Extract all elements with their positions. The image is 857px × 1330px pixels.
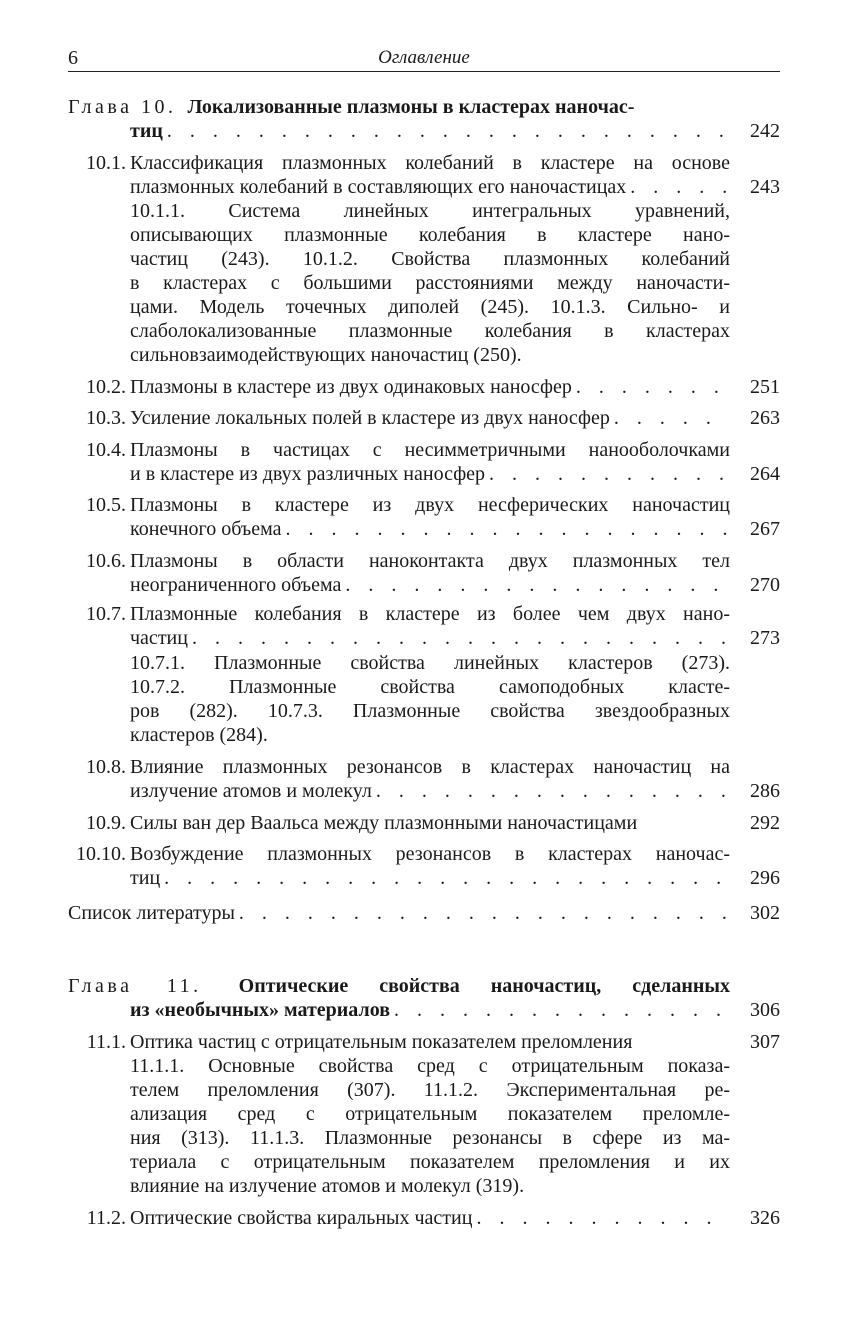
- toc-line[interactable]: [130, 779, 730, 803]
- toc-line[interactable]: Плазмонные колебания в кластере из более чем двух нано-: [130, 603, 730, 625]
- toc-line: описывающих плазмонные колебания в кластере нано-: [130, 224, 730, 246]
- toc-line: 10.7.1. Плазмонные свойства линейных кластеров (273).: [130, 652, 730, 674]
- toc-line: ализация сред с отрицательным показателем преломле-: [130, 1103, 730, 1125]
- section-number: 10.5.: [86, 494, 126, 516]
- chapter-title: Локализованные плазмоны в кластерах наночас-: [187, 96, 635, 118]
- toc-line: влияние на излучение атомов и молекул (319).: [130, 1175, 525, 1197]
- toc-line: 10.7.2. Плазмонные свойства самоподобных класте-: [130, 676, 730, 698]
- toc-line[interactable]: Влияние плазмонных резонансов в кластерах наночастиц на: [130, 756, 730, 778]
- page-ref: 302: [750, 902, 780, 924]
- section-number: 10.6.: [86, 550, 126, 572]
- section-number: 10.8.: [86, 756, 126, 778]
- page-ref: 307: [750, 1031, 780, 1053]
- section-number: 10.7.: [86, 603, 126, 625]
- toc-line[interactable]: [130, 626, 730, 650]
- toc-line[interactable]: Оптика частиц с отрицательным показателем преломления: [130, 1031, 633, 1053]
- toc-text: тиц: [130, 867, 161, 889]
- toc-line[interactable]: [130, 517, 730, 541]
- toc-line[interactable]: [130, 866, 730, 890]
- toc-line[interactable]: [130, 175, 730, 199]
- header-rule: [68, 71, 780, 72]
- section-number: 10.3.: [86, 407, 126, 429]
- chapter-title-cont: тиц: [130, 120, 163, 142]
- toc-text: Усиление локальных полей в кластере из двух наносфер: [130, 407, 610, 429]
- page-ref: 306: [750, 999, 780, 1021]
- toc-line: сильновзаимодействующих наночастиц (250).: [130, 344, 522, 366]
- toc-text: неограниченного объема: [130, 574, 342, 596]
- toc-text: частиц: [130, 627, 188, 649]
- leader-dots: [489, 462, 730, 486]
- leader-dots: [345, 573, 730, 597]
- chapter-10-heading-cont[interactable]: [130, 119, 730, 143]
- leader-dots: [614, 406, 730, 430]
- running-title: Оглавление: [378, 47, 470, 68]
- toc-line[interactable]: [130, 375, 730, 399]
- toc-text: плазмонных колебаний в составляющих его наночастицах: [130, 176, 627, 198]
- page-ref: 326: [750, 1207, 780, 1229]
- leader-dots: [576, 375, 730, 399]
- page-ref: 296: [750, 867, 780, 889]
- toc-line: в кластерах с большими расстояниями между наночасти-: [130, 272, 730, 294]
- toc-text: Список литературы: [68, 902, 235, 924]
- toc-text: и в кластере из двух различных наносфер: [130, 463, 486, 485]
- toc-line: ния (313). 11.1.3. Плазмонные резонансы в сфере из ма-: [130, 1127, 730, 1149]
- section-number: 11.1.: [86, 1031, 126, 1053]
- chapter-11-heading[interactable]: [68, 974, 730, 998]
- section-number: 11.2.: [86, 1207, 126, 1229]
- page-ref: 267: [750, 518, 780, 540]
- page-ref: 251: [750, 376, 780, 398]
- toc-line[interactable]: [130, 406, 730, 430]
- toc-line: 11.1.1. Основные свойства сред с отрицательным показа-: [130, 1055, 730, 1077]
- toc-text: конечного объема: [130, 518, 282, 540]
- toc-line: кластеров (284).: [130, 724, 268, 746]
- toc-line: телем преломления (307). 11.1.2. Экспериментальная ре-: [130, 1079, 730, 1101]
- page-ref: 243: [750, 176, 780, 198]
- leader-dots: [630, 175, 730, 199]
- section-number: 10.1.: [86, 152, 126, 174]
- page-ref: 273: [750, 627, 780, 649]
- page-ref: 242: [750, 120, 780, 142]
- toc-line[interactable]: Плазмоны в кластере из двух несферических наночастиц: [130, 494, 730, 516]
- leader-dots: [167, 119, 730, 143]
- toc-line: териала с отрицательным показателем преломления и их: [130, 1151, 730, 1173]
- chapter-title-cont: из «необычных» материалов: [130, 999, 391, 1021]
- leader-dots: [476, 1206, 730, 1230]
- toc-line[interactable]: [130, 462, 730, 486]
- leader-dots: [192, 626, 730, 650]
- leader-dots: [286, 517, 730, 541]
- chapter-11-heading-cont[interactable]: [130, 998, 730, 1022]
- page-ref: 264: [750, 463, 780, 485]
- toc-line: слаболокализованные плазмонные колебания в кластерах: [130, 320, 730, 342]
- page-ref: 263: [750, 407, 780, 429]
- references-entry[interactable]: [68, 901, 730, 925]
- toc-line[interactable]: Плазмоны в области наноконтакта двух плазмонных тел: [130, 550, 730, 572]
- chapter-label: Глава 11.: [68, 975, 202, 997]
- toc-line[interactable]: [130, 1206, 730, 1230]
- toc-line: частиц (243). 10.1.2. Свойства плазмонных колебаний: [130, 248, 730, 270]
- toc-line: цами. Модель точечных диполей (245). 10.1.3. Сильно- и: [130, 296, 730, 318]
- chapter-title: Оптические свойства наночастиц, сделанных: [238, 975, 730, 997]
- toc-line[interactable]: Возбуждение плазмонных резонансов в кластерах наночас-: [130, 843, 730, 865]
- section-number: 10.10.: [76, 843, 126, 865]
- leader-dots: [376, 779, 730, 803]
- toc-line[interactable]: Классификация плазмонных колебаний в кластере на основе: [130, 152, 730, 174]
- leader-dots: [164, 866, 730, 890]
- leader-dots: [394, 998, 730, 1022]
- chapter-10-heading[interactable]: [68, 95, 730, 119]
- toc-text: излучение атомов и молекул: [130, 780, 372, 802]
- chapter-label: Глава 10.: [68, 96, 177, 118]
- page-number: 6: [68, 47, 78, 69]
- toc-line: 10.1.1. Система линейных интегральных уравнений,: [130, 200, 730, 222]
- page-ref: 292: [750, 812, 780, 834]
- section-number: 10.2.: [86, 376, 126, 398]
- toc-line[interactable]: Плазмоны в частицах с несимметричными нанооболочками: [130, 439, 730, 461]
- page-ref: 286: [750, 780, 780, 802]
- toc-line[interactable]: Силы ван дер Ваальса между плазмонными наночастицами: [130, 812, 638, 834]
- section-number: 10.9.: [86, 812, 126, 834]
- section-number: 10.4.: [86, 439, 126, 461]
- page-ref: 270: [750, 574, 780, 596]
- leader-dots: [239, 901, 730, 925]
- toc-line[interactable]: [130, 573, 730, 597]
- toc-text: Оптические свойства киральных частиц: [130, 1207, 473, 1229]
- toc-line: ров (282). 10.7.3. Плазмонные свойства звездообразных: [130, 700, 730, 722]
- toc-text: Плазмоны в кластере из двух одинаковых наносфер: [130, 376, 572, 398]
